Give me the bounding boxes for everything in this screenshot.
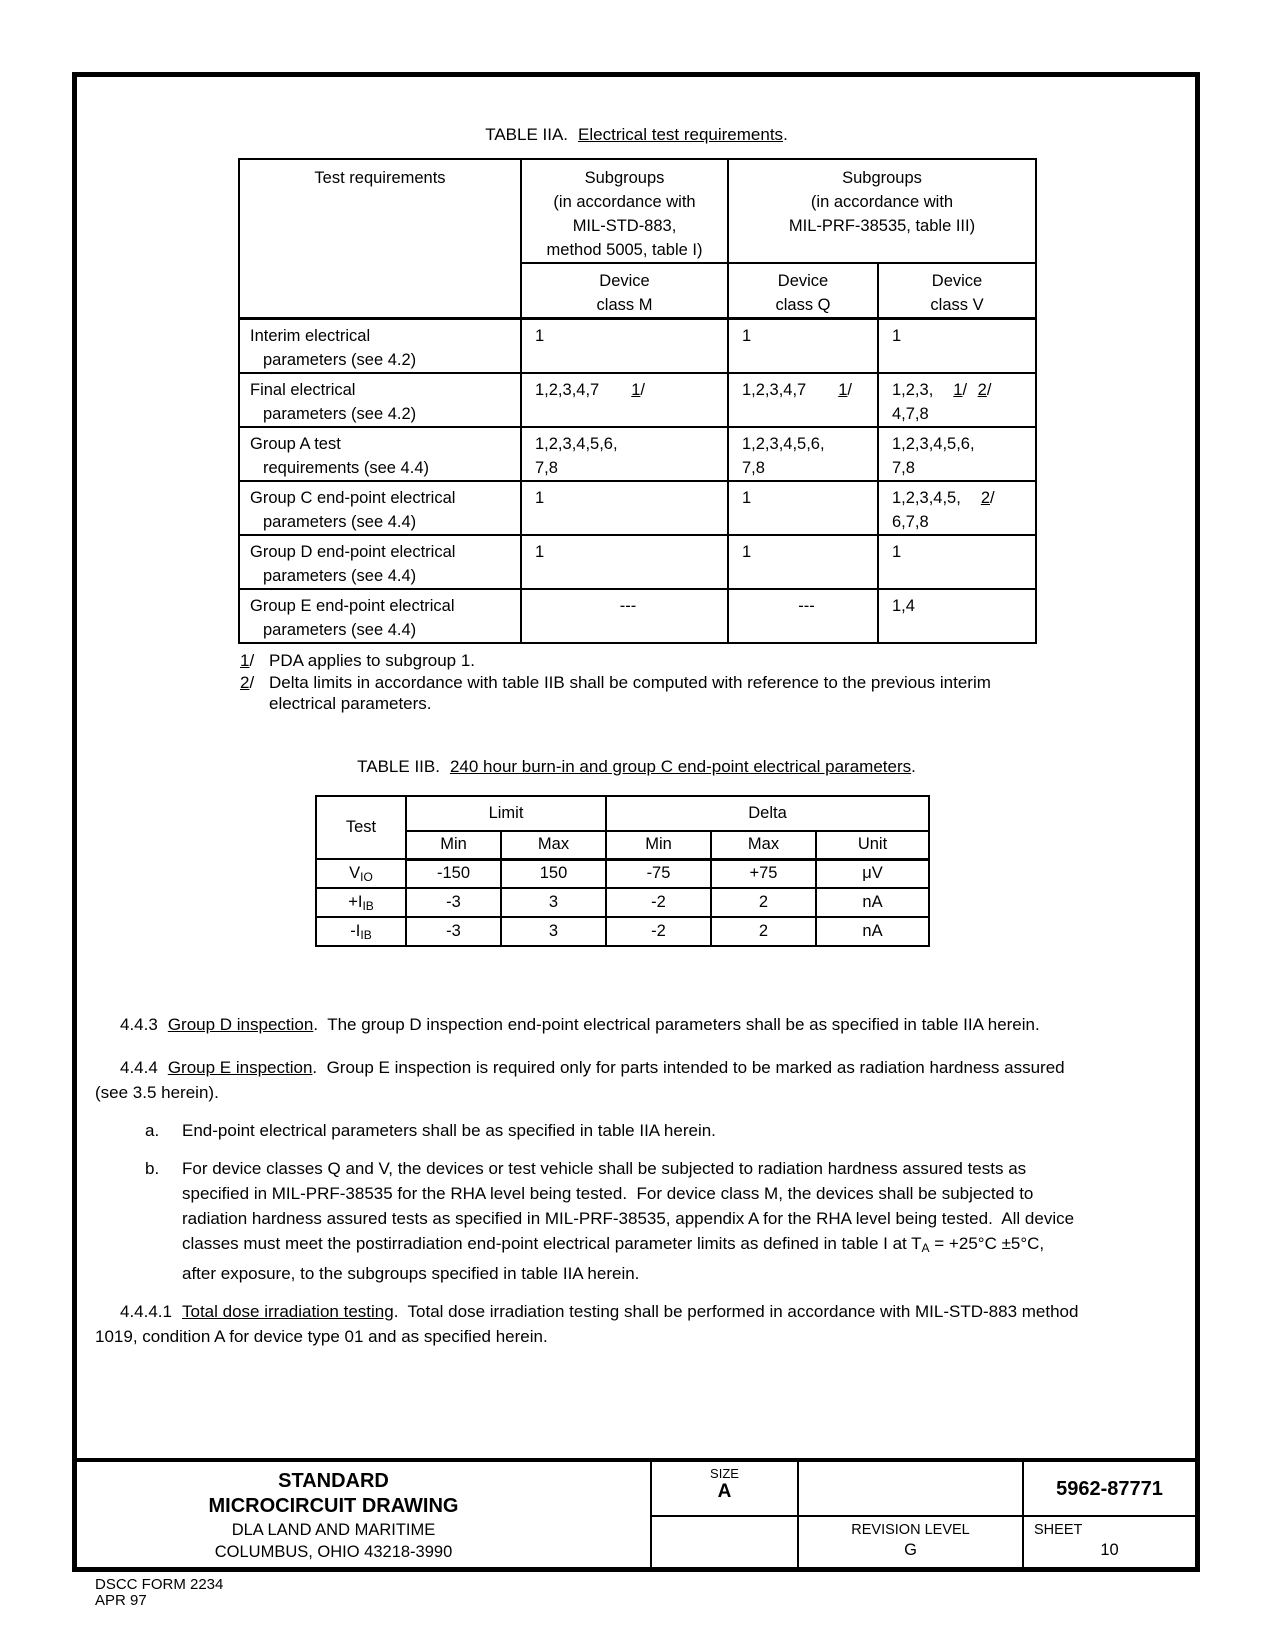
table-row: Group A test requirements (see 4.4) 1,2,3,4,5,6, 7,8 1,2,3,4,5,6, 7,8 1,2,3,4,5,6, 7,8 bbox=[239, 427, 1036, 481]
test-name: $+I_{IB}$ bbox=[316, 888, 406, 917]
col-header-subgroups-prf: Subgroups (in accordance with MIL-PRF-38535, table III) bbox=[728, 159, 1036, 263]
list-marker: a. bbox=[145, 1121, 160, 1140]
col-header-unit: Unit bbox=[816, 831, 929, 859]
col-header-device-class-v: Device class V bbox=[878, 263, 1036, 319]
form-number: DSCC FORM 2234 bbox=[95, 1576, 224, 1593]
test-name: $V_{IO}$ bbox=[316, 859, 406, 888]
form-identifier bbox=[95, 1577, 223, 1609]
table-iib-heading: 240 hour burn-in and group C end-point electrical parameters bbox=[449, 757, 912, 776]
list-item-a: a. End-point electrical parameters shall be as specified in table IIA herein. bbox=[145, 1118, 1195, 1143]
table-iib-label: TABLE IIB. bbox=[357, 757, 440, 776]
org-title-line2: MICROCIRCUIT DRAWING bbox=[208, 1495, 459, 1517]
body-text bbox=[95, 1012, 1195, 1362]
drawing-number: 5962-87771 bbox=[1022, 1462, 1195, 1517]
list-marker: b. bbox=[145, 1159, 160, 1178]
title-block bbox=[77, 1458, 1195, 1567]
paragraph-heading: Group E inspection bbox=[167, 1058, 313, 1077]
table-row: Group C end-point electrical parameters (see 4.4) 1 1 1,2,3,4,5, 2/ 6,7,8 bbox=[239, 481, 1036, 535]
size-cell bbox=[650, 1462, 797, 1517]
empty-cell bbox=[650, 1517, 797, 1567]
table-iia-title bbox=[238, 125, 1035, 145]
col-header-test: Test bbox=[316, 796, 406, 859]
paragraph-number: 4.4.3 bbox=[120, 1015, 158, 1034]
table-iib-title bbox=[238, 757, 1035, 777]
col-header-limit-min: Min bbox=[406, 831, 501, 859]
drawing-org-block bbox=[77, 1462, 650, 1567]
org-title-line1: STANDARD bbox=[278, 1470, 389, 1492]
paragraph-4-4-4: 4.4.4 Group E inspection. Group E inspection is required only for parts intended to be marked as radiation hardness assured (see 3.5 herein). bbox=[95, 1058, 1065, 1102]
table-row: Interim electrical parameters (see 4.2) 1 1 1 bbox=[239, 319, 1036, 374]
footnote-2: 2/ Delta limits in accordance with table IIB shall be computed with reference to the previous interim bbox=[240, 672, 991, 692]
form-date: APR 97 bbox=[95, 1592, 147, 1609]
table-iia-grid bbox=[238, 158, 1037, 644]
col-header-device-class-q: Device class Q bbox=[728, 263, 878, 319]
paragraph-heading: Group D inspection bbox=[167, 1015, 314, 1034]
test-name: $-I_{IB}$ bbox=[316, 917, 406, 946]
table-iia-label: TABLE IIA. bbox=[485, 125, 569, 144]
footnote-block bbox=[240, 650, 991, 715]
revision-cell bbox=[797, 1517, 1022, 1567]
table-row: Final electrical parameters (see 4.2) 1,2,3,4,7 1/ 1,2,3,4,7 1/ 1,2,3, 1/ 2/ 4,7,8 bbox=[239, 373, 1036, 427]
paragraph-number: 4.4.4 bbox=[120, 1058, 158, 1077]
table-row: $-I_{IB}$ -3 3 -2 2 nA bbox=[316, 917, 929, 946]
table-iia-heading: Electrical test requirements bbox=[578, 125, 784, 144]
col-header-delta-min: Min bbox=[606, 831, 711, 859]
paragraph-number: 4.4.4.1 bbox=[120, 1302, 172, 1321]
org-address-line1: DLA LAND AND MARITIME bbox=[231, 1521, 436, 1539]
footnote-1: 1/ PDA applies to subgroup 1. bbox=[240, 651, 476, 670]
table-iib bbox=[315, 795, 930, 947]
col-header-delta-max: Max bbox=[711, 831, 816, 859]
size-value: A bbox=[717, 1481, 732, 1502]
list-item-b: b. For device classes Q and V, the devices or test vehicle shall be subjected to radiation hardness assured tests as specified in MIL-PRF-38535 for the RHA level being tested. For device class M, the devices shall be subjected to radiation hardness assured tests as specified in MIL-PRF-38535, appendix A for the RHA level being tested. All device classes must meet the postirradiation end-point electrical parameter limits as defined in table I at $T_A = +25^\circ C \pm 5^\circ C$, after exposure, to the subgroups specified in table IIA herein. bbox=[145, 1156, 1195, 1286]
table-iia bbox=[238, 158, 1037, 644]
paragraph-4-4-3: 4.4.3 Group D inspection. The group D inspection end-point electrical parameters shall be as specified in table IIA herein. bbox=[120, 1015, 1040, 1034]
paragraph-4-4-4-1: 4.4.4.1 Total dose irradiation testing. Total dose irradiation testing shall be performed in accordance with MIL-STD-883 method 1019, condition A for device type 01 and as specified herein. bbox=[95, 1302, 1079, 1346]
table-iib-grid bbox=[315, 795, 930, 947]
sheet-label: SHEET bbox=[1034, 1522, 1083, 1538]
paragraph-heading: Total dose irradiation testing bbox=[182, 1302, 394, 1321]
org-address-line2: COLUMBUS, OHIO 43218-3990 bbox=[214, 1543, 453, 1561]
table-row: Group D end-point electrical parameters (see 4.4) 1 1 1 bbox=[239, 535, 1036, 589]
col-header-limit-max: Max bbox=[501, 831, 606, 859]
size-label: SIZE bbox=[710, 1466, 739, 1481]
footnote-ref: 1/ 2/ bbox=[953, 381, 992, 399]
col-header-subgroups-std: Subgroups (in accordance with MIL-STD-883, method 5005, table I) bbox=[521, 159, 728, 263]
table-row: $+I_{IB}$ -3 3 -2 2 nA bbox=[316, 888, 929, 917]
revision-value: G bbox=[904, 1541, 917, 1559]
footnote-ref: 2/ bbox=[980, 489, 995, 507]
col-header-delta: Delta bbox=[606, 796, 929, 831]
footnote-mark: 2/ bbox=[240, 672, 255, 692]
col-header-test-requirements: Test requirements bbox=[239, 159, 521, 319]
revision-label: REVISION LEVEL bbox=[851, 1522, 970, 1538]
empty-cell bbox=[797, 1462, 1022, 1517]
footnote-2-continued: electrical parameters. bbox=[269, 694, 432, 713]
footnote-ref: 1/ bbox=[838, 381, 853, 399]
col-header-limit: Limit bbox=[406, 796, 606, 831]
table-iib-title-period: . bbox=[911, 757, 916, 776]
footnote-ref: 1/ bbox=[631, 381, 646, 399]
table-iia-title-period: . bbox=[783, 125, 788, 144]
table-row: $V_{IO}$ -150 150 -75 +75 μV bbox=[316, 859, 929, 888]
table-row: Group E end-point electrical parameters (see 4.4) --- --- 1,4 bbox=[239, 589, 1036, 643]
sheet-cell bbox=[1022, 1517, 1195, 1567]
sheet-number: 10 bbox=[1100, 1541, 1119, 1559]
footnote-mark: 1/ bbox=[240, 651, 255, 670]
col-header-device-class-m: Device class M bbox=[521, 263, 728, 319]
